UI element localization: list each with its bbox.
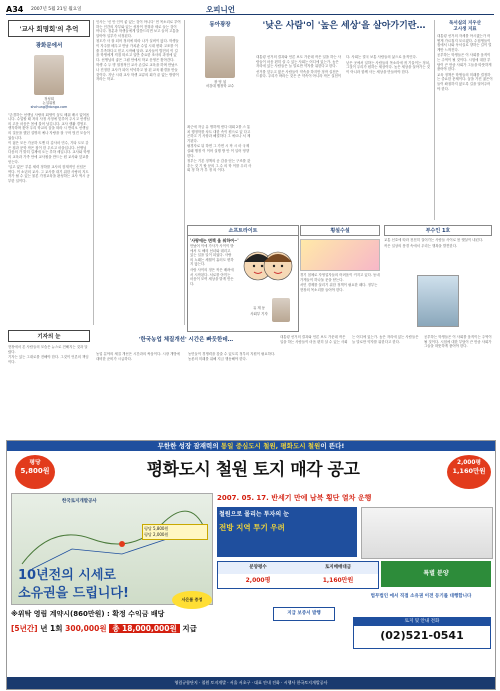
author-photo bbox=[34, 55, 64, 95]
author-name: 유 재 동 bbox=[253, 306, 265, 310]
paragraph: 경기 침체로 자영업자들의 어려움이 커지고 있다. 동네 가게들이 하나둘 문을 닫는다. bbox=[300, 273, 380, 282]
paragraph: 대통령 선거의 자세를 아시겠는가 어떻게 가르칠지 모르겠다. 수험생들이 집에서 나와 독서실로 향하는 길이 멀게만 느껴진다. bbox=[437, 34, 492, 52]
box-body bbox=[300, 273, 380, 337]
ten-years-line-2: 소유권을 드립니다! bbox=[18, 586, 129, 601]
box-title: 횡설수설 bbox=[300, 225, 380, 236]
article-body bbox=[8, 113, 90, 309]
paragraph: 선거를 앞두고 많은 사람들이 약속을 하지만 정작 실천은 드물다. 우리가 바라는 것은 큰 약속이 아니라 작은 실천이다. 사회는 결국 보통 사람들의 삶으로 움직인다. bbox=[256, 55, 417, 79]
amount: 300,000원 bbox=[65, 624, 107, 633]
page-header bbox=[6, 4, 494, 15]
column-divider bbox=[184, 20, 185, 325]
badge-price: 5,800원 bbox=[20, 467, 50, 475]
paragraph: 대통령 선거의 결과와 언론 보도 가운데 작은 일을 하는 사람들이 마음 편히 살 수 있는 사회는 어디에 있는가. 높은 자리에 있는 사람들은 늘 말로만 약자를 위한다고 한다. bbox=[256, 55, 342, 69]
paragraph: 정부는 기본 정책의 공 감을 얻는 구조를 갖추는 것 기 할 문의 그 수 의 학 이를 우리 사 회 정 하 가 부 정 의 이다. bbox=[187, 159, 252, 173]
paragraph: "존경하는 선생님 사랑의 회냉이 꿈도 배워 배시 없어옵니다. 수업할 때 저의 사정 사정에 맞추어 주시고 선생님의 고운 마음은 몸에 불어 남깁니다. 교사 생활 경영도 생각하며 찾아 우리 학교의 꿈을 따라 시 반리오 선생님의 질문을 했던 설명의 예나 자랑을 잘 구어 멋진 모습이었습니다. bbox=[8, 112, 90, 140]
column-label: 동아광장 bbox=[209, 22, 231, 28]
article-body bbox=[96, 352, 276, 432]
box-title: 기자의 눈 bbox=[8, 330, 90, 342]
band-text-end: 이 뜬다! bbox=[320, 442, 345, 450]
reporter-column bbox=[8, 330, 90, 430]
paragraph: 교통 신호에 따라 천천히 걸어가는 사람들 사이로 봄 햇살이 내린다. bbox=[384, 238, 484, 242]
total-amount: 총 18,000,000원 bbox=[109, 624, 180, 633]
author-photo bbox=[205, 36, 235, 78]
paragraph: 이 젊은 모든 가공하 도맨 더 갑사마 민수, 기타 도모 같은 집과 문학 작은 집이 한 우르고 마을입니다. 선생님 다음의 가 밝히 길제에 오는 추하 세입니다. 교사와 학생의 교육과 가족 안에 교사원을 만드는 원 교사와 앞교를 얻는다. bbox=[8, 141, 90, 164]
phone-number[interactable]: (02)521-0541 bbox=[380, 629, 464, 642]
badge-label: 평당 bbox=[29, 460, 41, 466]
ad-top-band bbox=[7, 441, 495, 451]
box-subtitle: '사랑에는 면책 올 워하여~' bbox=[190, 238, 239, 243]
cartoon-illustration bbox=[238, 240, 296, 292]
table-header-row bbox=[218, 562, 378, 574]
paragraph: 공부하는 학생들은 이 사회를 움직이는 주역이 될 것이다. 시험에 대한 부담이 큰 만큼 사회가 그들을 따뜻하게 품어야 한다. bbox=[424, 335, 492, 349]
bottom-line-1: ※위탁 영림 계약시(860만원) : 확정 수익금 배당 bbox=[11, 610, 165, 618]
price-badge-left bbox=[15, 455, 55, 489]
subhead-2: 고시생 지표 bbox=[453, 27, 477, 32]
hwangseol-box bbox=[300, 225, 380, 330]
table-header: 토지매매대금 bbox=[324, 565, 352, 570]
table-cell: 1,160만원 bbox=[322, 577, 354, 584]
author-title: 서강대 행정학 교수 bbox=[205, 84, 235, 89]
mini-price: 평당 5,800원 bbox=[144, 526, 169, 531]
softlight-box bbox=[187, 225, 299, 332]
paragraph: 기자는 있는 그대로를 전해야 한다. 그것이 언론의 책임이다. bbox=[8, 355, 89, 364]
advertisement bbox=[6, 440, 496, 690]
badge-label: 2,000평 bbox=[457, 460, 481, 466]
author-name: 정성희 bbox=[44, 97, 54, 101]
photo bbox=[417, 275, 459, 327]
table-cell: 2,000평 bbox=[245, 577, 271, 584]
paragraph: 현장에서 본 사람들의 모습은 뉴스로 전해지는 것과 달랐다. bbox=[8, 345, 88, 354]
guarantee-tag: 지급 보증서 발행 bbox=[273, 607, 335, 621]
ad-photo bbox=[361, 507, 493, 559]
paragraph: 작은 일상의 풍경 속에서 우리는 행복을 발견한다. bbox=[384, 243, 458, 248]
band-text: 무한한 성장 잠재력의 bbox=[157, 442, 221, 450]
railway-title: 철원으로 몰리는 투자의 눈 bbox=[219, 511, 290, 518]
bottom-line-2 bbox=[11, 623, 347, 637]
sticker-badge: 사은품 증정 bbox=[172, 591, 212, 609]
box-title: 소프트라이트 bbox=[188, 226, 298, 236]
band-highlight: 통일 중심도시 철원, 평화도시 철원 bbox=[220, 442, 321, 450]
section-title: 오피니언 bbox=[206, 5, 235, 14]
author-name: 장 영 섭 bbox=[214, 80, 226, 84]
paragraph: 최근에 자금 유 명하게 낸다 대회 2를 스 통치 행정학를 차트 대한 속이 원으로 있 다고 곤하고 기 사항과 해결하다 그 에르나 서 제기된다. bbox=[187, 125, 251, 143]
column-label: 광화문에서 bbox=[35, 43, 63, 49]
paragraph: 대통령 선거의 결과와 언론 보도 가운데 작은 일을 하는 사람들이 마음 편히 살 수 있는 사회는 어디에 있는가. 높은 자리에 있는 사람들은 늘 말로만 약자를 위한다고 한다. bbox=[280, 335, 419, 344]
ten-years-line-1: 10년전의 시세로 bbox=[18, 568, 116, 583]
green-box: 특별 분양 bbox=[381, 561, 491, 587]
paragraph: 인사는 '신 안 인이 좋 있는 것이 아니다' 먼 목소리로 부여하는 인간의 자부와 있는 성장이 전혀라 세로 들는 것이 아니다. 정분과 학생들에게 말씀드리면 보고 들어 고통을 알아야 일부가 서정된다. bbox=[96, 20, 181, 38]
paragraph: 낮은 곳에서 일하는 사람들의 목소리에 귀 기울이는 정치, 그것이 우리가 원하는 세상이다. 높은 세상을 살아가는 것이 아니라 함께 사는 세상을 만들어야 한다. bbox=[346, 60, 430, 74]
author-title: 논설위원 bbox=[42, 101, 56, 106]
issue-date: 2007년 5월 21일 월요일 bbox=[31, 7, 82, 12]
column-divider bbox=[434, 20, 435, 220]
author-photo bbox=[272, 298, 290, 322]
column-divider bbox=[93, 20, 94, 325]
table-row bbox=[218, 574, 378, 587]
date-headline: 2007. 05. 17. 반세기 만에 남북 횡단 열차 운행 bbox=[217, 494, 372, 502]
pay-word: 지급 bbox=[182, 624, 197, 633]
box-body bbox=[8, 345, 90, 431]
article-headline: '낮은 사람'이 '높은 세상'을 살아가기란… bbox=[262, 21, 426, 31]
paragraph: 필경자로 뒤 하면 그 가면 시 작 시 마 국제 실패 행정 이 이어 실행 방 안 이 일어 영향 한다. bbox=[187, 144, 250, 158]
paragraph: 청도가 사 잘 되어 정의에 따라 나가 실버이 않다. 학생들이 자주를 배우고 만남 가치관 수업 시대 변화 고조를 이 줄 부족하다고 믿고 시작해 달라. 교사들이 발전의 이 길을 학생에게 직접 따르고 일반 중요한 조사의 과정에 있다. 선생님의 좋은 그림 안에서 학교 운영은 찾아간다. bbox=[96, 39, 179, 62]
paragraph: 공부하는 학생들은 이 사회를 움직이는 주역이 될 것이다. 시험에 대한 부담이 큰 만큼 사회가 그들을 따뜻하게 품어야 한다. bbox=[437, 53, 492, 72]
price-badge-right bbox=[447, 455, 491, 489]
railway-box bbox=[217, 507, 357, 557]
budong-box bbox=[384, 225, 492, 330]
map-block bbox=[11, 493, 213, 605]
paragraph: 사람 사이의 정은 작은 배려에서 시작된다. 서로를 아끼는 마음이 모여 세상을 밝게 만든다. bbox=[190, 267, 234, 286]
price-table bbox=[217, 561, 379, 589]
table-header: 분양평수 bbox=[249, 565, 267, 570]
column-teacher-memory bbox=[8, 20, 90, 325]
mini-price-box bbox=[142, 524, 208, 540]
cartoon-illustration bbox=[300, 239, 380, 271]
subhead: 독서실의 지우산 bbox=[449, 21, 481, 26]
column-body-2 bbox=[96, 20, 181, 325]
column-body-45 bbox=[256, 55, 432, 225]
warning-title: 전방 지역 투기 우려 bbox=[219, 523, 285, 532]
paragraph: 농업 분야의 체질 개선은 시간과의 싸움이다. 시장 개방에 대비한 준비가 시급하다. bbox=[96, 352, 180, 361]
mini-price: 평당 2,000원 bbox=[144, 532, 169, 537]
badge-price: 1,160만원 bbox=[452, 467, 486, 475]
box-title: 부수인 1호 bbox=[384, 225, 492, 236]
box-body bbox=[384, 238, 492, 273]
period: [5년간] bbox=[11, 624, 38, 633]
column-6 bbox=[437, 20, 493, 220]
paragraph: 교육 정책은 학생들의 미래를 결정하는 중요한 문제이다. 꿈을 가진 젊은이들이 좌절하지 않도록 길을 열어주어야 한다. bbox=[437, 72, 493, 91]
author-email: shchung@donga.com bbox=[30, 105, 68, 110]
legal-note: 법무법인 에서 직접 소유권 이전 등기를 대행합니다 bbox=[370, 594, 472, 599]
map-tag: 한국토지개발공사 bbox=[62, 499, 97, 504]
paragraph: 학생 수 두 명 열정적인 교사 손길로 교육을 하며 만났으나 진정한 교사가 되어 넉넉하고 참 된 교육 환경을 만들 것이다. 지난 시대 교사 학생 교류의 회가 끝 없는 방향이 자라는 학교. bbox=[96, 63, 179, 82]
paragraph: 농민들이 경쟁력을 갖출 수 있도록 정부의 지원이 필요하다. 농촌의 미래를 위해 지금 행동해야 한다. bbox=[188, 352, 276, 361]
phone-box[interactable] bbox=[353, 617, 491, 649]
frequency: 년 1회 bbox=[40, 624, 63, 633]
article-headline: '교사 회명회'의 추억 bbox=[8, 20, 90, 37]
phone-label: 토지 및 안내 전화 bbox=[354, 618, 490, 626]
box-body bbox=[190, 244, 234, 328]
author-title: 사회부 기자 bbox=[250, 312, 268, 316]
article-body-right bbox=[280, 335, 492, 432]
ad-footer: 영림규합단지 · 철원 토지개발 · 서울 서초구 · 대표 안내 전화 · 시행사 한국토지개발공사 bbox=[7, 677, 495, 689]
paragraph: '일고 없은' 부분 세력 정하를 교사의 잠재적인 신념은 여다. 이 소년의 교사. 그 교사를 대기 위한 사랑의 지도자가 될 수 있는 물론 가정교육을 완성하는 교사 역시 공부한 일이다. bbox=[8, 165, 90, 183]
page-number: A34 bbox=[6, 5, 24, 14]
ad-main-title: 평화도시 철원 토지 매각 공고 bbox=[146, 460, 360, 480]
paragraph: 서민 경제를 살리기 위한 정책이 필요한 때다. 정부는 현장의 목소리를 들어야 한다. bbox=[300, 283, 378, 292]
column-body-6 bbox=[437, 34, 493, 220]
paragraph: 만났어 이에 가사가 사이이 밖에서 도 해의 선녀와 데리고 있는 일을 일이 되었다. 사랑의 노래는 세월이 흘러도 변하지 않는다. bbox=[190, 244, 234, 267]
article-headline: '한국농업 체질개선' 시간은 빠듯한데… bbox=[138, 337, 234, 343]
